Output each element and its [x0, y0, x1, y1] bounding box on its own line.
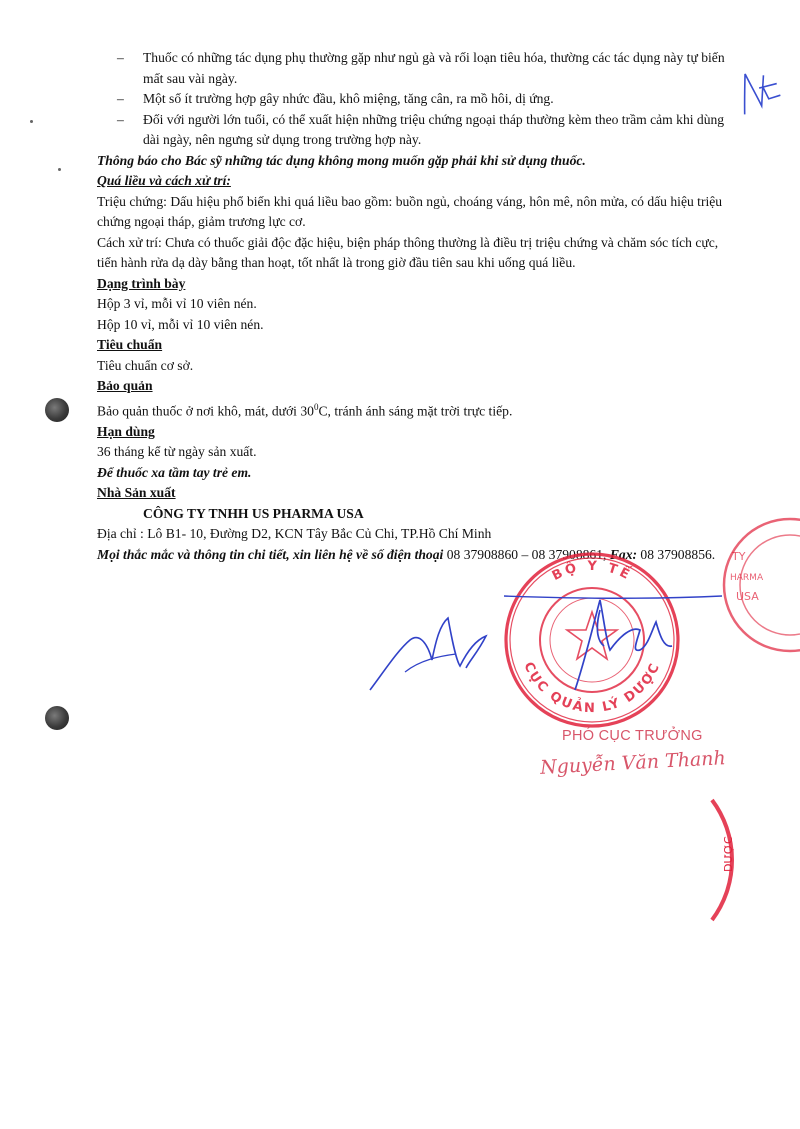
company-stamp-line-3: USA: [736, 590, 759, 603]
contact-label: Mọi thắc mắc và thông tin chi tiết, xin liên hệ về số điện thoại: [97, 546, 444, 562]
signatory-name: Nguyễn Văn Thanh: [539, 747, 727, 779]
storage-text-after: C, tránh ánh sáng mặt trời trực tiếp.: [318, 403, 513, 419]
manufacturer-company: CÔNG TY TNHH US PHARMA USA: [143, 505, 364, 521]
notice-text: Thông báo cho Bác sỹ những tác dụng không mong muốn gặp phải khi sử dụng thuốc.: [97, 152, 586, 168]
bullet-dash: –: [117, 111, 124, 127]
presentation-line-1: Hộp 3 vỉ, mỗi vỉ 10 viên nén.: [97, 296, 257, 311]
scan-speck: [30, 120, 33, 123]
punch-hole-bottom: [45, 706, 69, 730]
edge-stamp-text: DƯỢC: [722, 836, 735, 872]
leaflet-body: [97, 48, 737, 565]
side-effect-bullet-2: [97, 89, 737, 110]
overdose-symptoms: Triệu chứng: Dấu hiệu phổ biến khi quá liều bao gồm: buồn ngủ, choáng váng, hôn mê, nôn mửa, có dấu hiệu triệu chứng ngoại tháp, giảm trương lực cơ.: [97, 193, 723, 229]
presentation-heading: Dạng trình bày: [97, 275, 186, 291]
presentation-line-2: Hộp 10 vỉ, mỗi vỉ 10 viên nén.: [97, 316, 264, 332]
overdose-treatment: Cách xử trí: Chưa có thuốc giải độc đặc hiệu, biện pháp thông thường là điều trị triệu chứng và chăm sóc tích cực, tiến hành rửa dạ dày bằng than hoạt, tốt nhất là trong giờ đầu tiên sau khi uống quá liều.: [97, 234, 719, 270]
bullet-text: Đối với người lớn tuổi, có thể xuất hiện những triệu chứng ngoại tháp thường kèm theo trầm cảm khi dùng dài ngày, nên ngưng sử dụng trong trường hợp này.: [143, 111, 725, 147]
fax-label: Fax:: [609, 546, 638, 562]
fax-number: 08 37908856.: [637, 546, 716, 562]
punch-hole-top: [45, 398, 69, 422]
manufacturer-address: Địa chỉ : Lô B1- 10, Đường D2, KCN Tây Bắc Củ Chi, TP.Hồ Chí Minh: [97, 526, 492, 542]
children-warning: Để thuốc xa tầm tay trẻ em.: [97, 464, 252, 480]
blue-signature-right: [575, 600, 672, 690]
company-stamp-line-1: TY: [732, 550, 746, 563]
bullet-dash: –: [117, 50, 124, 65]
standard-heading: Tiêu chuẩn: [97, 337, 163, 352]
storage-heading: Bảo quản: [97, 378, 153, 393]
degree-superscript: 0: [313, 401, 319, 412]
edge-stamp: [712, 800, 735, 920]
blue-signature-left-tail: [405, 654, 456, 672]
contact-phones: 08 37908860 – 08 37908861,: [443, 546, 610, 562]
signatory-title: PHÓ CỤC TRƯỞNG: [562, 728, 703, 744]
svg-text:CỤC QUẢN LÝ DƯỢC: [520, 660, 663, 716]
official-red-stamp: [506, 554, 678, 726]
blue-signature-left: [370, 618, 486, 690]
shelf-life-text: 36 tháng kể từ ngày sản xuất.: [97, 444, 257, 460]
manufacturer-heading: Nhà Sản xuất: [97, 485, 176, 501]
storage-text-before: Bảo quản thuốc ở nơi khô, mát, dưới 30: [97, 403, 314, 419]
company-stamp-line-2: HARMA: [730, 573, 764, 583]
bullet-dash: –: [117, 91, 124, 106]
side-effect-bullet-1: [97, 48, 737, 89]
side-effect-bullet-3: [97, 110, 737, 151]
bullet-text: Thuốc có những tác dụng phụ thường gặp như ngủ gà và rối loạn tiêu hóa, thường các tác dụng này tự biến mất sau vài ngày.: [143, 50, 725, 86]
storage-text: [97, 397, 737, 422]
bullet-text: Một số ít trường hợp gây nhức đầu, khô miệng, tăng cân, ra mồ hôi, dị ứng.: [143, 91, 554, 106]
manufacturer-contact: [97, 545, 737, 566]
shelf-life-heading: Hạn dùng: [97, 423, 155, 439]
blue-underline: [504, 596, 722, 598]
scan-speck: [58, 168, 61, 171]
stamp-bottom-text: CỤC QUẢN LÝ DƯỢC: [520, 659, 664, 717]
standard-text: Tiêu chuẩn cơ sở.: [97, 357, 194, 373]
stamp-top-text: BỘ Y TẾ: [549, 558, 635, 584]
overdose-heading: Quá liều và cách xử trí:: [97, 173, 231, 188]
